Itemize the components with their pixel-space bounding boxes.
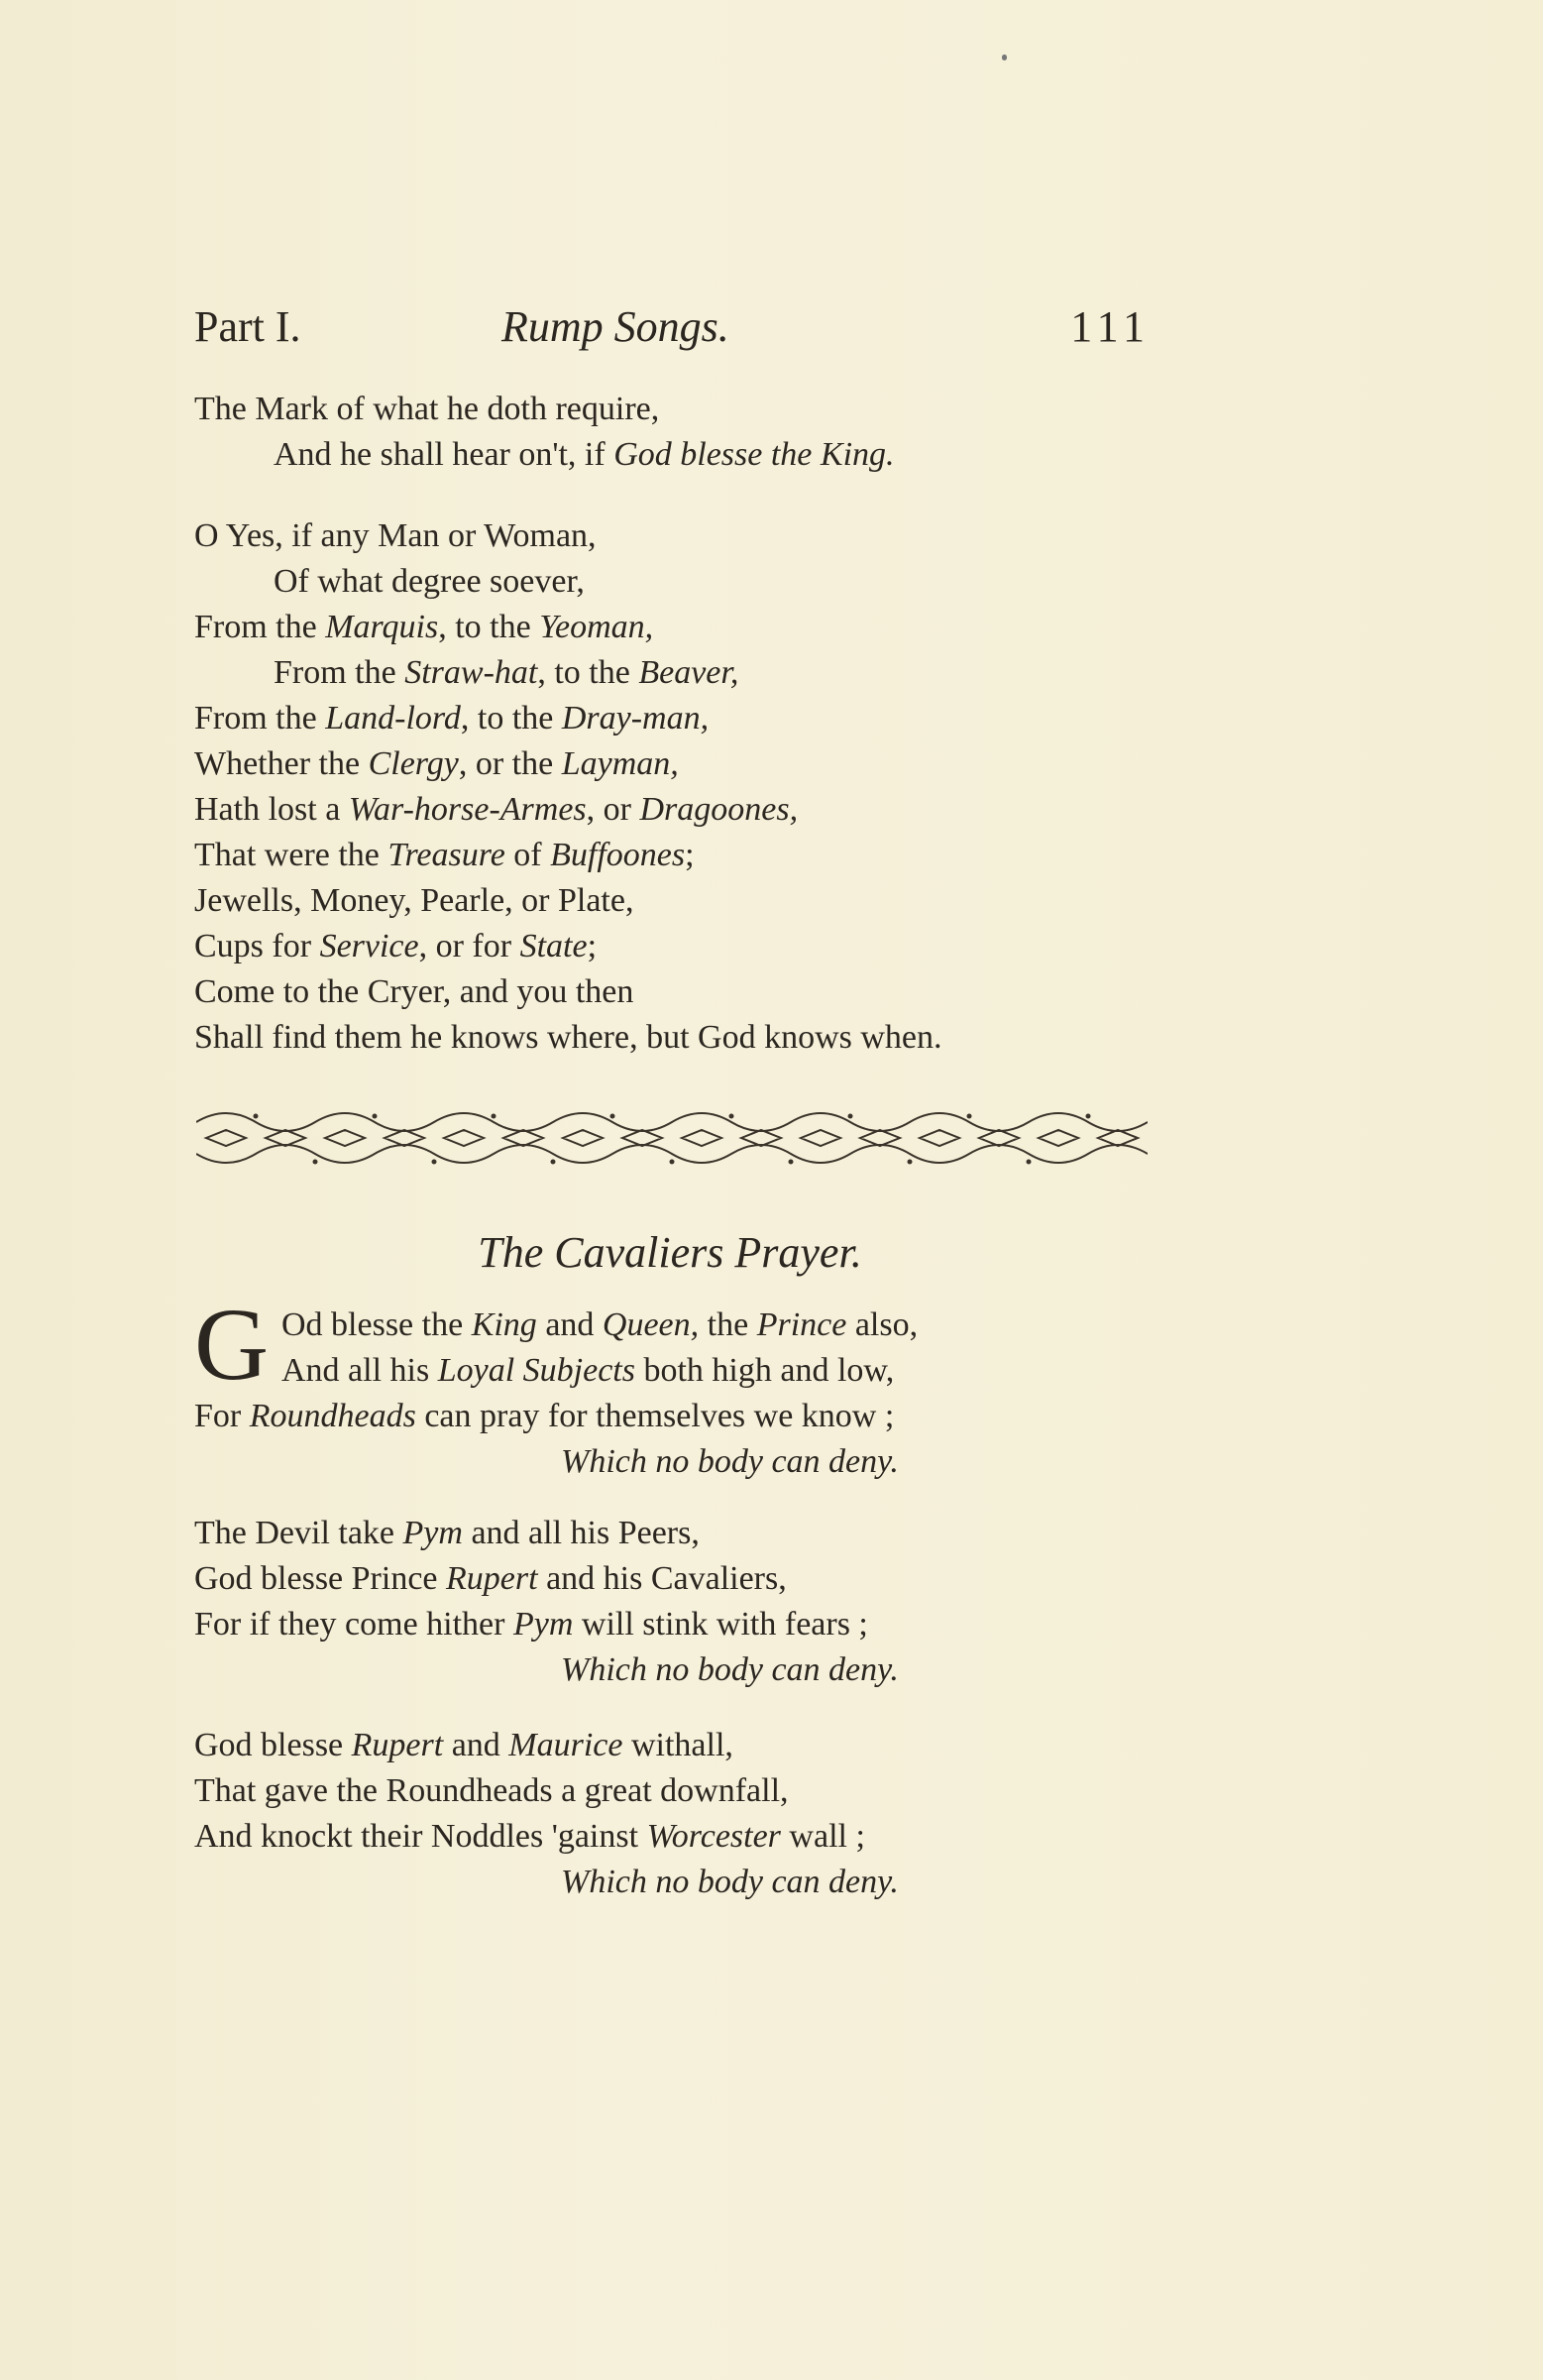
verse-line: Of what degree soever, <box>274 563 585 600</box>
poem-title: The Cavaliers Prayer. <box>478 1228 862 1277</box>
verse-line: Whether the Clergy, or the Layman, <box>194 745 679 782</box>
verse-line: And knockt their Noddles 'gainst Worcester wall ; <box>194 1818 865 1855</box>
stanza-top <box>194 387 1146 478</box>
verse-line: Od blesse the King and Queen, the Prince also, <box>281 1306 919 1343</box>
verse-line: From the Marquis, to the Yeoman, <box>194 609 654 645</box>
verse-line: Cups for Service, or for State; <box>194 928 598 964</box>
verse-line: Shall find them he knows where, but God knows when. <box>194 1019 942 1056</box>
verse-line: From the Straw-hat, to the Beaver, <box>274 654 739 691</box>
verse-line: From the Land-lord, to the Dray-man, <box>194 700 710 737</box>
verse-line: The Devil take Pym and all his Peers, <box>194 1515 700 1551</box>
verse-line: For Roundheads can pray for themselves we know ; <box>194 1398 895 1434</box>
poem-stanza-3 <box>194 1723 1146 1905</box>
verse-line: Jewells, Money, Pearle, or Plate, <box>194 882 634 919</box>
refrain-line: Which no body can deny. <box>561 1443 899 1480</box>
stanza-oyes <box>194 513 1146 1061</box>
ornament-band <box>196 1104 1148 1174</box>
verse-line: God blesse Rupert and Maurice withall, <box>194 1727 733 1763</box>
verse-line: Hath lost a War-horse-Armes, or Dragoones, <box>194 791 799 828</box>
poem-stanza-2 <box>194 1511 1146 1693</box>
part-label: Part I. <box>194 302 301 351</box>
drop-cap: G <box>194 1288 270 1402</box>
poem-stanza-1 <box>194 1288 1146 1485</box>
refrain-line: Which no body can deny. <box>561 1864 899 1900</box>
verse-line: That were the Treasure of Buffoones; <box>194 837 695 873</box>
verse-line: For if they come hither Pym will stink with fears ; <box>194 1606 868 1643</box>
refrain-line: Which no body can deny. <box>561 1651 899 1688</box>
page-number: 111 <box>1070 302 1151 351</box>
verse-line: And he shall hear on't, if God blesse the King. <box>274 436 895 473</box>
verse-line: And all his Loyal Subjects both high and low, <box>281 1352 895 1389</box>
verse-line: The Mark of what he doth require, <box>194 391 660 427</box>
ink-speck <box>1002 55 1007 60</box>
verse-line: O Yes, if any Man or Woman, <box>194 517 597 554</box>
verse-line: That gave the Roundheads a great downfall, <box>194 1772 789 1809</box>
verse-line: God blesse Prince Rupert and his Cavaliers, <box>194 1560 787 1597</box>
running-title: Rump Songs. <box>501 302 729 351</box>
verse-line: Come to the Cryer, and you then <box>194 973 634 1010</box>
running-head <box>194 297 1151 357</box>
